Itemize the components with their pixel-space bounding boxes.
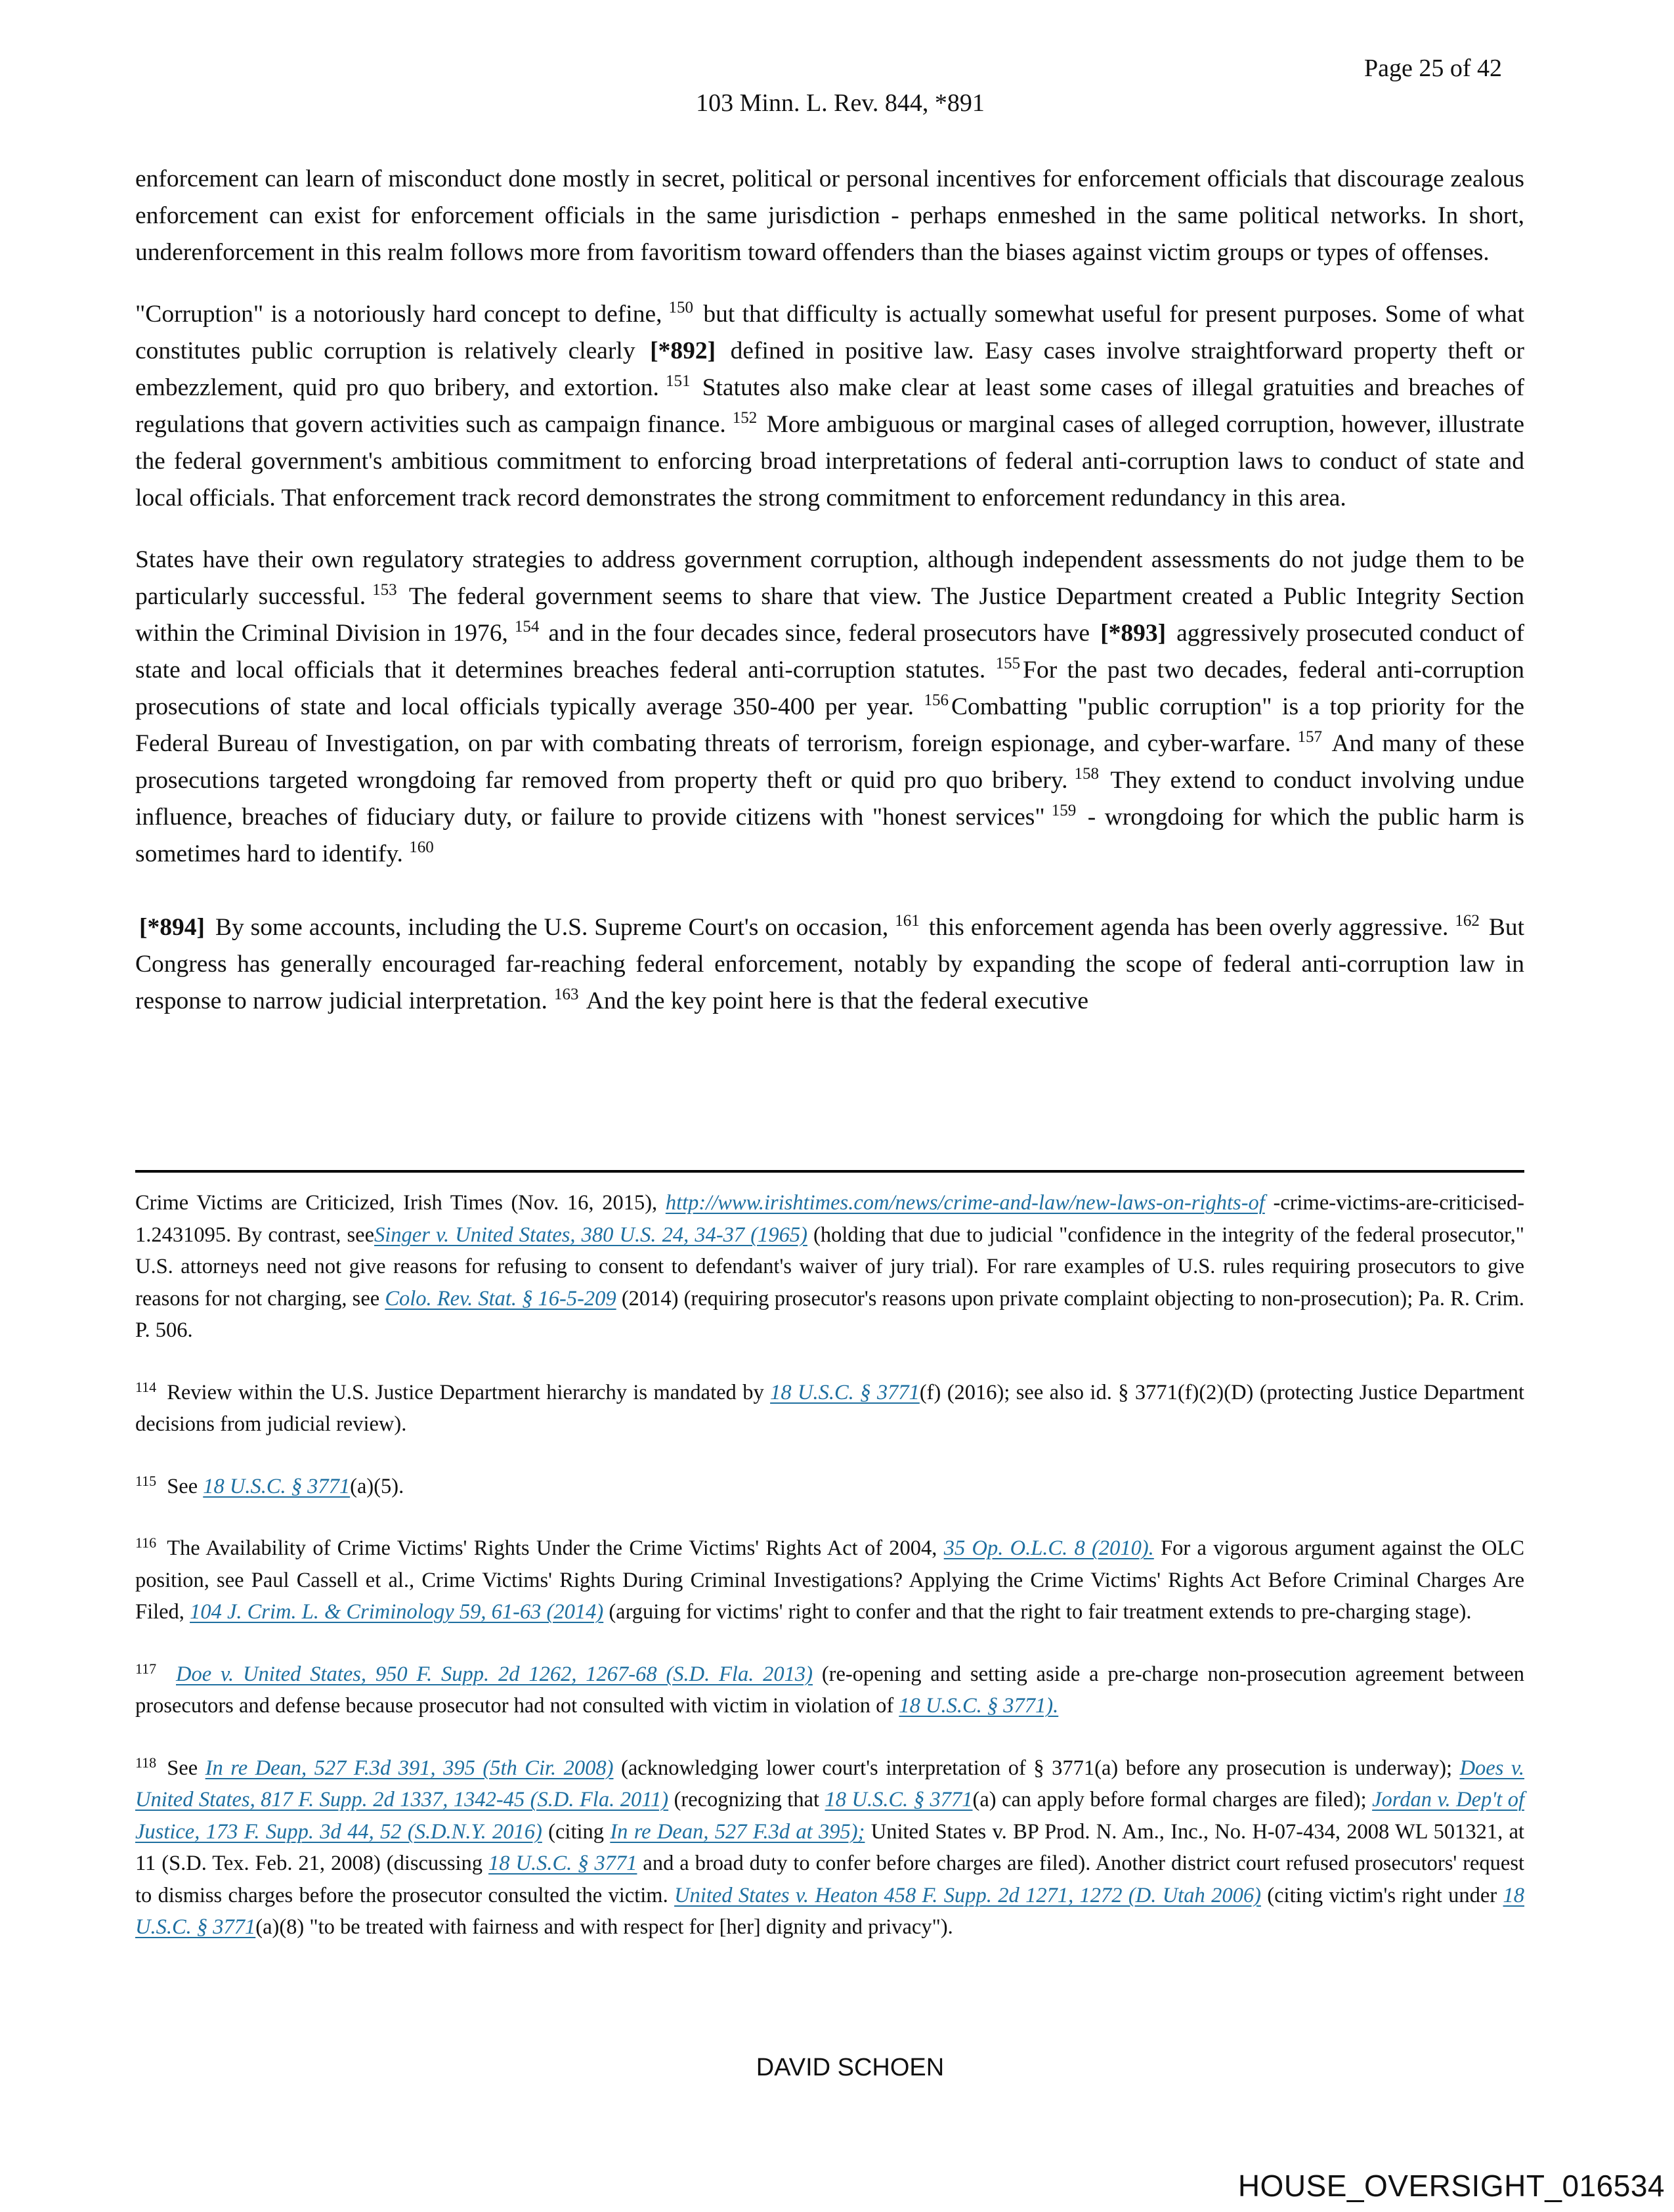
text: The federal government seems to share that view. The Justice Department created a Public Integrity Section within the Criminal Division in 1976, bbox=[135, 583, 1524, 647]
text: (recognizing that bbox=[674, 1788, 820, 1811]
footnote-ref-156[interactable]: 156 bbox=[924, 691, 949, 709]
footnote-number: 118 bbox=[135, 1754, 157, 1771]
citation-link[interactable]: Colo. Rev. Stat. § 16-5-209 bbox=[385, 1286, 616, 1311]
text: but that difficulty is actually somewhat useful for present purposes. Some of what constitutes public corruption is relatively clearly bbox=[135, 301, 1524, 364]
footnote-ref-154[interactable]: 154 bbox=[514, 618, 540, 636]
footnote-ref-158[interactable]: 158 bbox=[1074, 765, 1099, 783]
footnote-ref-151[interactable]: 151 bbox=[665, 372, 691, 390]
text: But Congress has generally encouraged far-reaching federal enforcement, notably by expanding the scope of federal anti-corruption law in response to narrow judicial interpretation. bbox=[135, 914, 1525, 1014]
text: "Corruption" is a notoriously hard concept to define, bbox=[135, 301, 662, 328]
footnote-ref-159[interactable]: 159 bbox=[1051, 802, 1077, 819]
text: And the key point here is that the federal executive bbox=[586, 987, 1089, 1014]
text: And many of these prosecutions targeted wrongdoing far removed from property theft or quid pro quo bribery. bbox=[135, 730, 1524, 794]
citation-link[interactable]: Does v. United States, 817 F. Supp. 2d 1337, 1342-45 (S.D. Fla. 2011) bbox=[135, 1756, 1525, 1811]
footnotes bbox=[135, 1187, 1524, 1974]
text: For the past two decades, federal anti-corruption prosecutions of state and local officials typically average 350-400 per year. bbox=[135, 657, 1524, 720]
citation-link[interactable]: 18 U.S.C. § 3771 bbox=[770, 1380, 920, 1404]
text: this enforcement agenda has been overly aggressive. bbox=[928, 914, 1449, 941]
text: (arguing for victims' right to confer and that the right to fair treatment extends to pre-charging stage). bbox=[609, 1600, 1472, 1624]
star-page-894: [*894] bbox=[139, 914, 205, 941]
citation-link[interactable]: 104 J. Crim. L. & Criminology 59, 61-63 (2014) bbox=[190, 1600, 604, 1624]
footnote-118 bbox=[135, 1752, 1524, 1943]
citation-link[interactable]: United States v. Heaton 458 F. Supp. 2d 1271, 1272 (D. Utah 2006) bbox=[674, 1883, 1261, 1907]
citation-link[interactable]: 35 Op. O.L.C. 8 (2010). bbox=[943, 1536, 1154, 1560]
footnote-115 bbox=[135, 1471, 1524, 1503]
text: They extend to conduct involving undue influence, breaches of fiduciary duty, or failure to provide citizens with "honest services" bbox=[135, 767, 1524, 831]
text: and in the four decades since, federal prosecutors have bbox=[548, 620, 1090, 647]
citation-link[interactable]: In re Dean, 527 F.3d 391, 395 (5th Cir. 2008) bbox=[205, 1756, 614, 1780]
footnote-116 bbox=[135, 1532, 1524, 1628]
text: (re-opening and setting aside a pre-charge non-prosecution agreement between prosecutors and defense because prosecutor had not consulted with victim in violation of bbox=[135, 1662, 1525, 1718]
text: (f) (2016); see also id. § 3771(f)(2)(D) (protecting Justice Department decisions from judicial review). bbox=[135, 1380, 1525, 1436]
page-number: Page 25 of 42 bbox=[1363, 54, 1502, 82]
citation-link[interactable]: 18 U.S.C. § 3771 bbox=[488, 1852, 637, 1875]
text: aggressively prosecuted conduct of state and local officials that it determines breaches federal anti-corruption statutes. bbox=[135, 620, 1525, 683]
citation-link[interactable]: Doe v. United States, 950 F. Supp. 2d 1262, 1267-68 (S.D. Fla. 2013) bbox=[176, 1662, 813, 1686]
footnote-number: 114 bbox=[135, 1378, 157, 1395]
text: United States v. BP Prod. N. Am., Inc., No. H-07-434, 2008 WL 501321, at 11 (S.D. Tex. Feb. 21, 2008) (discussing bbox=[135, 1819, 1525, 1875]
footnote-114 bbox=[135, 1377, 1524, 1441]
footnote-number: 116 bbox=[135, 1534, 157, 1551]
paragraph-4 bbox=[135, 909, 1524, 1020]
text: Review within the U.S. Justice Department hierarchy is mandated by bbox=[167, 1380, 764, 1404]
footnote-ref-152[interactable]: 152 bbox=[732, 409, 758, 427]
text: (a)(5). bbox=[350, 1474, 404, 1498]
citation-link[interactable]: 18 U.S.C. § 3771 bbox=[135, 1883, 1525, 1939]
citation-link[interactable]: Singer v. United States, 380 U.S. 24, 34-37 (1965) bbox=[374, 1223, 807, 1247]
text: (acknowledging lower court's interpretation of § 3771(a) before any prosecution is underway); bbox=[621, 1756, 1453, 1780]
text: By some accounts, including the U.S. Supreme Court's on occasion, bbox=[215, 914, 889, 941]
text: (a) can apply before formal charges are filed); bbox=[972, 1788, 1367, 1811]
text: For a vigorous argument against the OLC position, see Paul Cassell et al., Crime Victims' Rights During Criminal Investigations? Applying the Crime Victims' Rights Act Before Criminal Charges Are Filed, bbox=[135, 1536, 1525, 1624]
text: (a)(8) "to be treated with fairness and with respect for [her] dignity and privacy"). bbox=[255, 1915, 953, 1939]
footnote-ref-155[interactable]: 155 bbox=[995, 655, 1021, 672]
footer-author: DAVID SCHOEN bbox=[756, 2054, 945, 2081]
text: States have their own regulatory strategies to address government corruption, although independent assessments do not judge them to be particularly successful. bbox=[135, 546, 1524, 610]
text: defined in positive law. Easy cases involve straightforward property theft or embezzlement, quid pro quo bribery, and extortion. bbox=[135, 337, 1525, 401]
footnote-ref-163[interactable]: 163 bbox=[553, 986, 579, 1003]
text: (citing bbox=[548, 1819, 605, 1844]
text: - wrongdoing for which the public harm is sometimes hard to identify. bbox=[135, 804, 1525, 867]
citation-link[interactable]: 18 U.S.C. § 3771 bbox=[203, 1474, 351, 1498]
running-head-citation: 103 Minn. L. Rev. 844, *891 bbox=[696, 89, 985, 117]
star-page-893: [*893] bbox=[1100, 620, 1167, 647]
footnote-113-continued bbox=[135, 1187, 1524, 1347]
footnote-117 bbox=[135, 1659, 1524, 1722]
paragraph-3 bbox=[135, 542, 1524, 873]
citation-link[interactable]: 18 U.S.C. § 3771 bbox=[825, 1788, 973, 1811]
text: Statutes also make clear at least some cases of illegal gratuities and breaches of regulations that govern activities such as campaign finance. bbox=[135, 374, 1525, 438]
text: The Availability of Crime Victims' Rights Under the Crime Victims' Rights Act of 2004, bbox=[167, 1536, 937, 1560]
footnote-ref-150[interactable]: 150 bbox=[668, 299, 693, 316]
text: (holding that due to judicial "confidence in the integrity of the federal prosecutor," U.S. attorneys need not give reasons for refusing to consent to defendant's waiver of jury trial). For rare examples of U.S. rules requiring prosecutors to give reasons for not charging, see bbox=[135, 1223, 1525, 1311]
text: (citing victim's right under bbox=[1267, 1883, 1497, 1907]
text: See bbox=[167, 1756, 198, 1780]
citation-link[interactable]: In re Dean, 527 F.3d at 395); bbox=[610, 1819, 865, 1844]
footnote-ref-157[interactable]: 157 bbox=[1297, 728, 1323, 746]
footnote-number: 115 bbox=[135, 1472, 157, 1489]
text: More ambiguous or marginal cases of alleged corruption, however, illustrate the federal government's ambitious commitment to enforcing broad interpretations of federal anti-corruption laws to conduct of state and local officials. That enforcement track record demonstrates the strong commitment to enforcement redundancy in this area. bbox=[135, 411, 1524, 511]
text: and a broad duty to confer before charges are filed). Another district court refused prosecutors' request to dismiss charges before the prosecutor consulted the victim. bbox=[135, 1852, 1525, 1907]
star-page-892: [*892] bbox=[650, 337, 716, 364]
main-text bbox=[135, 161, 1524, 1045]
citation-link[interactable]: 18 U.S.C. § 3771). bbox=[899, 1694, 1059, 1718]
text: (2014) (requiring prosecutor's reasons upon private complaint objecting to non-prosecution); Pa. R. Crim. P. 506. bbox=[135, 1286, 1525, 1342]
text: See bbox=[167, 1474, 198, 1498]
text: Combatting "public corruption" is a top priority for the Federal Bureau of Investigation, on par with combating threats of terrorism, foreign espionage, and cyber-warfare. bbox=[135, 693, 1524, 757]
footnote-ref-153[interactable]: 153 bbox=[372, 581, 397, 599]
citation-link[interactable]: http://www.irishtimes.com/news/crime-and-law/new-laws-on-rights-of bbox=[665, 1191, 1265, 1215]
footnote-ref-161[interactable]: 161 bbox=[895, 912, 920, 930]
text: -crime-victims-are-criticised-1.2431095. By contrast, see bbox=[135, 1191, 1525, 1247]
footnote-number: 117 bbox=[135, 1660, 157, 1677]
citation-link[interactable]: Jordan v. Dep't of Justice, 173 F. Supp. 3d 44, 52 (S.D.N.Y. 2016) bbox=[135, 1788, 1524, 1844]
footnote-ref-160[interactable]: 160 bbox=[409, 838, 434, 856]
paragraph-1: enforcement can learn of misconduct done mostly in secret, political or personal incentives for enforcement officials that discourage zealous enforcement can exist for enforcement officials in the same jurisdiction - perhaps enmeshed in the same political networks. In short, underenforcement in this realm follows more from favoritism toward offenders than the biases against victim groups or types of offenses. bbox=[135, 165, 1524, 266]
paragraph-2 bbox=[135, 296, 1524, 517]
footnote-ref-162[interactable]: 162 bbox=[1455, 912, 1480, 930]
text: Crime Victims are Criticized, Irish Times (Nov. 16, 2015), bbox=[135, 1191, 658, 1215]
footnote-separator bbox=[135, 1170, 1524, 1173]
bates-number: HOUSE_OVERSIGHT_016534 bbox=[1237, 2169, 1665, 2203]
